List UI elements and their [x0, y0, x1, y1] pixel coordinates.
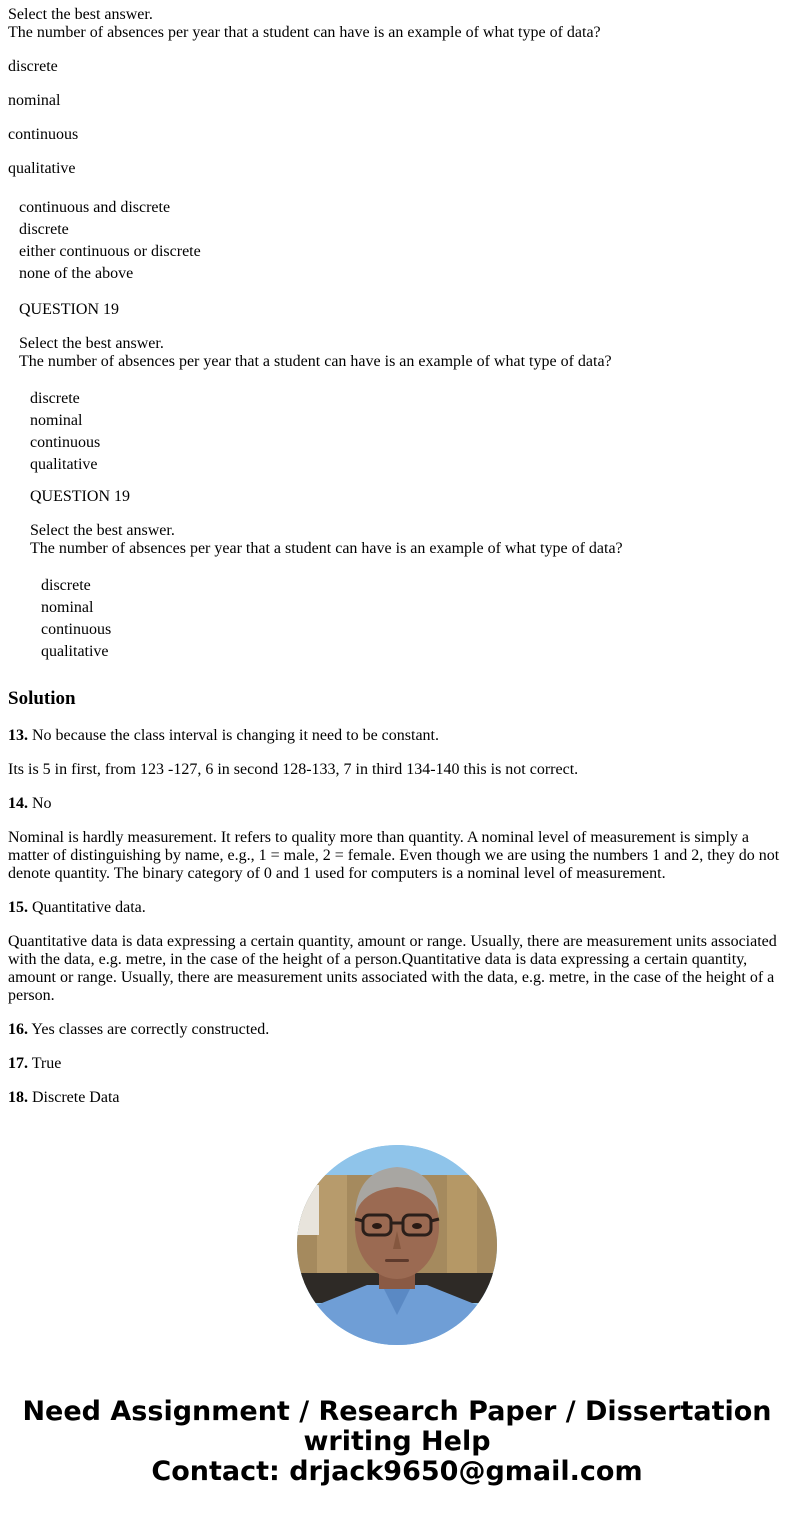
- answer-text: True: [28, 1055, 62, 1072]
- answer-number: 16.: [8, 1021, 28, 1038]
- option-text: nominal: [30, 412, 83, 429]
- option-text: nominal: [8, 92, 61, 109]
- answer-13-explanation: [8, 761, 786, 779]
- option-text: continuous: [8, 126, 79, 143]
- answer-text: Discrete Data: [28, 1089, 120, 1106]
- answer-14-explanation: [8, 829, 786, 883]
- answer-number: 13.: [8, 727, 28, 744]
- option-text: continuous: [41, 621, 112, 638]
- answer-text: Its is 5 in first, from 123 -127, 6 in second 128-133, 7 in third 134-140 this is not correct.: [8, 761, 579, 778]
- question-heading: QUESTION 19: [30, 488, 130, 505]
- answer-number: 15.: [8, 899, 28, 916]
- answer-text: No: [28, 795, 52, 812]
- answer-text: Nominal is hardly measurement. It refers to quality more than quantity. A nominal level of measurement is simply a matter of distinguishing by name, e.g., 1 = male, 2 = female. Even though we are using the numbers 1 and 2, they do not denote quantity. The binary category of 0 and 1 used for computers is a nominal level of measurement.: [8, 829, 780, 882]
- option-text: nominal: [41, 599, 94, 616]
- solution-heading: Solution: [8, 688, 76, 709]
- option-text: continuous: [30, 434, 101, 451]
- promo-line: writing Help: [303, 1426, 491, 1457]
- question-heading: QUESTION 19: [19, 301, 119, 318]
- answer-14: [8, 795, 786, 813]
- avatar: [297, 1145, 497, 1345]
- question-18: [8, 6, 786, 178]
- option-text: discrete: [41, 577, 91, 594]
- answer-number: 18.: [8, 1089, 28, 1106]
- promo-banner: [8, 1397, 786, 1487]
- answer-text: Yes classes are correctly constructed.: [28, 1021, 270, 1038]
- answer-18: [8, 1089, 786, 1107]
- question-text: The number of absences per year that a student can have is an example of what type of data?: [30, 540, 623, 557]
- answer-17: [8, 1055, 786, 1073]
- solution-answers: [8, 727, 786, 1107]
- promo-contact: Contact: drjack9650@gmail.com: [151, 1456, 643, 1487]
- answer-text: No because the class interval is changing it need to be constant.: [28, 727, 439, 744]
- option-text: qualitative: [41, 643, 109, 660]
- question-instruction: Select the best answer.: [19, 335, 164, 352]
- option-text: qualitative: [8, 160, 76, 177]
- question-text: The number of absences per year that a student can have is an example of what type of data?: [8, 24, 601, 41]
- answer-16: [8, 1021, 786, 1039]
- answer-15: [8, 899, 786, 917]
- avatar-container: [8, 1145, 786, 1345]
- question-instruction: Select the best answer.: [8, 6, 153, 23]
- answer-number: 14.: [8, 795, 28, 812]
- option-text: qualitative: [30, 456, 98, 473]
- nested-question-block-1: [8, 197, 786, 476]
- option-text: discrete: [19, 221, 69, 238]
- answer-text: Quantitative data is data expressing a certain quantity, amount or range. Usually, there are measurement units associated with the data, e.g. metre, in the case of the height of a person.Quantitative data is data expressing a certain quantity, amount or range. Usually, there are measurement units associated with the data, e.g. metre, in the case of the height of a person.: [8, 933, 777, 1004]
- option-text: discrete: [8, 58, 58, 75]
- nested-question-block-2: [8, 488, 786, 663]
- person-portrait-icon: [297, 1145, 497, 1345]
- question-text: The number of absences per year that a student can have is an example of what type of data?: [19, 353, 612, 370]
- answer-number: 17.: [8, 1055, 28, 1072]
- question-instruction: Select the best answer.: [30, 522, 175, 539]
- option-list: [19, 388, 786, 476]
- answer-13: [8, 727, 786, 745]
- option-text: continuous and discrete: [19, 199, 171, 216]
- answer-15-explanation: [8, 933, 786, 1005]
- option-list: [30, 575, 786, 663]
- promo-line: Need Assignment / Research Paper / Dissertation: [22, 1396, 772, 1427]
- option-text: discrete: [30, 390, 80, 407]
- answer-text: Quantitative data.: [28, 899, 146, 916]
- option-text: none of the above: [19, 265, 134, 282]
- option-text: either continuous or discrete: [19, 243, 201, 260]
